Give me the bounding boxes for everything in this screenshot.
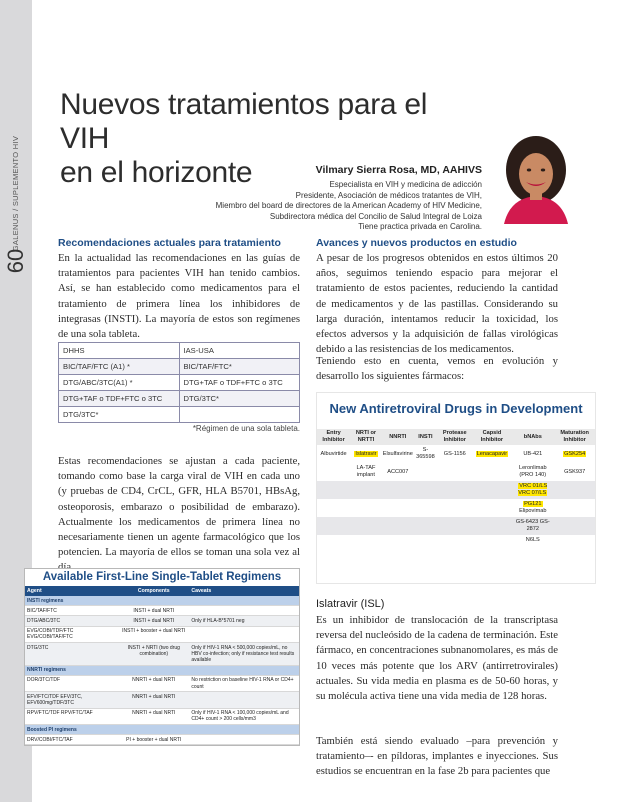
table-cell (118, 596, 189, 606)
portrait-eye-right (541, 169, 545, 172)
table-row (317, 481, 595, 499)
column-header: Agent (25, 586, 118, 596)
table-row (25, 606, 299, 616)
table-cell: EVG/COBI/TDF/FTC EVG/COBI/TAF/FTC (25, 626, 118, 642)
table-cell (414, 517, 437, 535)
table-cell (317, 499, 350, 517)
table-cell (437, 499, 473, 517)
table-cell (414, 463, 437, 481)
table-cell: Only if HIV-1 RNA < 100,000 copies/mL and CD4+ count > 200 cells/mm3 (189, 708, 299, 724)
table-row (59, 391, 300, 407)
table-cell: DTG/3TC* (59, 407, 180, 423)
table-row (59, 407, 300, 423)
table-cell (473, 499, 512, 517)
table-cell (473, 517, 512, 535)
table-row (59, 359, 300, 375)
table-cell (189, 692, 299, 708)
drug-name: Elsulfavirine (382, 450, 413, 457)
column-header: NRTI or NRTTI (350, 429, 382, 445)
author-credential: Tiene practica privada en Carolina. (358, 222, 482, 231)
table-row (25, 708, 299, 724)
table-cell (414, 445, 437, 463)
column-header: Maturation Inhibitor (554, 429, 595, 445)
table-cell: EFV/FTC/TDF EFV/3TC, EFV600mg/TDF/3TC (25, 692, 118, 708)
portrait-top (504, 196, 568, 224)
table-cell: INSTI + booster + dual NRTI (118, 626, 189, 642)
right-column (316, 237, 558, 357)
table-cell: DTG/ABC/3TC (25, 616, 118, 626)
table-cell: RPV/FTC/TDF RPV/FTC/TAF (25, 708, 118, 724)
left-column (58, 237, 300, 342)
table-cell (189, 606, 299, 616)
table-cell (554, 535, 595, 546)
column-header: Components (118, 586, 189, 596)
highlighted-drug: Islatravir (355, 450, 377, 457)
table-subheader-row (25, 596, 299, 606)
table-cell (350, 481, 382, 499)
drug-name: GS-1156 (443, 450, 466, 457)
column-header: NNRTI (382, 429, 414, 445)
column-header: Caveats (189, 586, 299, 596)
table-cell: BIC/TAF/FTC* (179, 359, 300, 375)
table-cell: NNRTI + dual NRTI (118, 675, 189, 691)
table-cell (554, 481, 595, 499)
author-block (182, 164, 482, 233)
table-cell: INSTI regimens (25, 596, 118, 606)
table-cell (317, 463, 350, 481)
table-row (317, 499, 595, 517)
table-cell (382, 499, 414, 517)
table-cell (118, 725, 189, 735)
highlighted-drug: VRC 01/LS VRC 07/LS (518, 483, 548, 496)
table-cell: BIC/TAF/FTC (25, 606, 118, 616)
table-cell: DHHS (59, 343, 180, 359)
table-cell (317, 517, 350, 535)
drug-name: N6LS (525, 537, 540, 543)
regimens-title: Available First-Line Single-Tablet Regimens (42, 571, 282, 583)
table-cell (511, 481, 554, 499)
guidelines-table (58, 342, 300, 423)
table-row (25, 675, 299, 691)
table-cell (554, 445, 595, 463)
column-header: bNAbs (511, 429, 554, 445)
table-cell (317, 445, 350, 463)
author-credential: Presidente, Asociación de médicos tratantes de VIH, (295, 190, 482, 200)
table-cell: Only if HIV-1 RNA < 500,000 copies/mL, no HBV co-infection; only if resistance test results available (189, 643, 299, 666)
drugs-body (317, 445, 595, 546)
drug-name: ACC007 (387, 468, 409, 475)
table-cell: DTG/3TC (25, 643, 118, 666)
paragraph: En la actualidad las recomendaciones en las guías de tratamientos para pacientes VIH han tenido cambios. Así, se han establecido como medicamentos para el tratamiento de primera línea los inhibidores de integrasas (INSTI). La mayoría de estos son regímenes de una sola tableta. (58, 252, 300, 341)
table-cell (414, 481, 437, 499)
table-cell: PI + booster + dual NRTI (118, 735, 189, 745)
section-heading-advances: Avances y nuevos productos en estudio (316, 237, 517, 249)
table-cell: NNRTI + dual NRTI (118, 692, 189, 708)
table-cell (437, 481, 473, 499)
table-cell: No restriction on baseline HIV-1 RNA or CD4+ count (189, 675, 299, 691)
table-cell (511, 517, 554, 535)
table-cell (414, 535, 437, 546)
table-cell: INSTI + NRTI (two drug combination) (118, 643, 189, 666)
table-cell: DTG+TAF o TDF+FTC o 3TC (59, 391, 180, 407)
table-cell: NNRTI regimens (25, 665, 118, 675)
drugs-title: New Antiretroviral Drugs in Development (329, 401, 583, 416)
column-header: Protease Inhibitor (437, 429, 473, 445)
table-cell (382, 517, 414, 535)
islatravir-heading: Islatravir (ISL) (316, 598, 385, 610)
author-credential: Miembro del board de directores de la American Academy of HIV Medicine, (215, 201, 482, 210)
drugs-table (317, 429, 595, 546)
drug-name: Leronlimab (PRO 140) (518, 465, 547, 478)
table-cell (189, 735, 299, 745)
table-cell (473, 445, 512, 463)
table-cell (437, 535, 473, 546)
table-cell (511, 499, 554, 517)
table-cell (350, 517, 382, 535)
table-cell: BIC/TAF/FTC (A1) * (59, 359, 180, 375)
portrait-neck (530, 192, 542, 200)
table-row (317, 535, 595, 546)
drug-name: UB-421 (523, 450, 543, 457)
table-cell (118, 665, 189, 675)
column-header: Capsid Inhibitor (473, 429, 512, 445)
table-row (25, 735, 299, 745)
table-cell: NNRTI + dual NRTI (118, 708, 189, 724)
table-subheader-row (25, 665, 299, 675)
table-cell: DTG/3TC* (179, 391, 300, 407)
table-cell (437, 517, 473, 535)
regimens-body (25, 596, 299, 745)
table-row (59, 343, 300, 359)
table-cell (382, 445, 414, 463)
regimens-table (25, 586, 299, 745)
title-line-1: Nuevos tratamientos para el VIH (60, 88, 428, 155)
table-cell (382, 535, 414, 546)
table-cell: DRV/COBI/FTC/TAF (25, 735, 118, 745)
table-subheader-row (25, 725, 299, 735)
table-cell: DTG+TAF o TDF+FTC o 3TC (179, 375, 300, 391)
table-cell (473, 463, 512, 481)
drug-name: GSK937 (564, 468, 586, 475)
table-cell (189, 665, 299, 675)
highlighted-drug: Lenacapavir (476, 450, 508, 457)
table-cell (554, 499, 595, 517)
table-cell (382, 481, 414, 499)
paragraph: También está siendo evaluado –para prevención y tratamiento–- en píldoras, implantes e inyecciones. Sus estudios se encuentran en la fase 2b para pacientes que (316, 735, 558, 778)
table-row (25, 616, 299, 626)
paragraph: A pesar de los progresos obtenidos en estos últimos 20 años, seguimos teniendo espacio para mejorar el tratamiento de estos pacientes, reduciendo la cantidad de medicamentos y de las pastillas. Considerando su larga duración, intentamos reducir la toxicidad, los efectos adversos y la adquisición de fallas virológicas debido a las resistencias de los medicamentos. (316, 252, 558, 356)
table-row (317, 517, 595, 535)
table-row (25, 643, 299, 666)
table-row (25, 626, 299, 642)
drugs-figure (316, 392, 596, 584)
table-cell (350, 499, 382, 517)
table-cell (414, 499, 437, 517)
drug-name: Albuvirtide (320, 450, 347, 457)
table-row (317, 463, 595, 481)
table-cell (179, 407, 300, 423)
table-cell (317, 481, 350, 499)
table-cell (473, 481, 512, 499)
table-cell (511, 535, 554, 546)
drug-name: LA-TAF implant (356, 465, 376, 478)
table-cell (317, 535, 350, 546)
table-cell (554, 463, 595, 481)
table-cell (473, 535, 512, 546)
highlighted-drug: PG121 (524, 501, 542, 507)
section-heading-recommendations: Recomendaciones actuales para tratamiento (58, 237, 281, 249)
table-cell (350, 463, 382, 481)
table-cell: IAS-USA (179, 343, 300, 359)
table-cell (554, 517, 595, 535)
table-cell: INSTI + dual NRTI (118, 616, 189, 626)
highlighted-drug: GSK254 (564, 450, 586, 457)
title-line-2: en el horizonte (60, 156, 253, 189)
regimens-figure (24, 568, 300, 746)
table-cell (350, 535, 382, 546)
table-header-row (25, 586, 299, 596)
table-cell (511, 463, 554, 481)
drug-name: GS-6423 GS-2872 (515, 519, 550, 532)
table-row (59, 375, 300, 391)
table-cell: DOR/3TC/TDF (25, 675, 118, 691)
table-footnote: *Régimen de una sola tableta. (192, 424, 300, 433)
author-credential: Subdirectora médica del Concilio de Salud Integral de Loiza (269, 211, 482, 221)
paragraph: Estas recomendaciones se ajustan a cada paciente, tomando como base la carga viral de VIH en cada uno (y pruebas de CD4, CrCL, GFR, HLA B5701, HBsAg, osteoporosis, embarazo o posibilidad de embarazo). Actualmente los medicamentos de primera línea no necesariamente tienen un agente farmacológico que los potencien. La mayoría de ellos se toman una sola vez al (58, 455, 300, 559)
table-cell: DTG/ABC/3TC(A1) * (59, 375, 180, 391)
column-header: INSTI (414, 429, 437, 445)
paragraph: Es un inhibidor de translocación de la transcriptasa reversa del nucleósido de la cadena de terminación. Este fármaco, en concentraciones subnanomolares, es más de 10 veces más potente que los ARV (antirretrovirales) actuales. Su vida media en plasma es de 50-60 horas, y su molécula activa tiene una vida media de 128 horas. (316, 614, 558, 703)
author-name: Vilmary Sierra Rosa, MD, AAHIVS (315, 164, 482, 176)
table-cell: INSTI + dual NRTI (118, 606, 189, 616)
table-row (317, 445, 595, 463)
sidebar-label: GALENUS / SUPLEMENTO HIV (11, 135, 21, 251)
table-cell (189, 725, 299, 735)
author-credential: Especialista en VIH y medicina de adicción (329, 180, 482, 189)
paragraph: Teniendo esto en cuenta, vemos en evolución y desarrollo los siguientes fármacos: (316, 355, 558, 383)
table-header-row (317, 429, 595, 445)
table-cell (350, 445, 382, 463)
table-cell (437, 445, 473, 463)
table-cell (437, 463, 473, 481)
table-cell (511, 445, 554, 463)
table-cell (189, 596, 299, 606)
portrait-eye-left (527, 169, 531, 172)
portrait-face (519, 153, 553, 195)
table-cell: Boosted PI regimens (25, 725, 118, 735)
table-row (25, 692, 299, 708)
table-cell (189, 626, 299, 642)
table-cell: Only if HLA-B*5701 neg (189, 616, 299, 626)
drug-name: S-365598 (416, 447, 435, 460)
author-portrait (492, 132, 580, 224)
drug-name: Elipovimab (519, 508, 547, 514)
table-cell (382, 463, 414, 481)
page-number: 60 (2, 248, 28, 274)
column-header: Entry Inhibitor (317, 429, 350, 445)
